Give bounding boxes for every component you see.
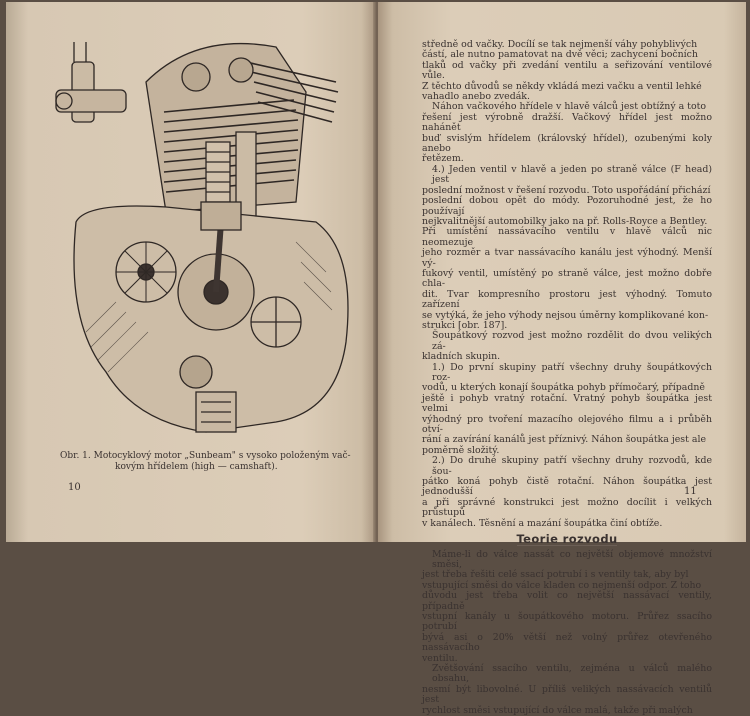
text-line: vstupní kanály u šoupátkového motoru. Průřez ssacího potrubí [422,610,712,633]
text-line: důvodu jest třeba volit co největší nassávací ventily, případně [422,590,712,612]
text-line: Při umístění nassávacího ventilu v hlavě válců nic neomezuje [422,226,712,248]
text-line: ventilu. [422,652,458,664]
text-line: bývá asi o 20% větší než volný průřez otevřeného nassávacího [422,631,712,654]
text-line: poslední dobou opět do módy. Pozoruhodné jest, že ho používají [422,195,712,217]
book-spread [6,2,746,716]
text-line: 1.) Do první skupiny patří všechny druhy šoupátkových roz- [432,361,712,383]
text-line: ještě i pohyb vratný rotační. Vratný pohyb šoupátka jest velmi [422,392,712,415]
text-line: rání a zavírání kanálů jest příznivý. Náhon šoupátka jest ale [422,434,706,446]
text-line: jest třeba řešiti celé ssací potrubí i s ventily tak, aby byl [422,569,689,581]
text-line: se vytýká, že jeho výhody nejsou úměrny komplikované kon- [422,309,709,321]
text-line: středně od vačky. Docílí se tak nejmenší váhy pohyblivých [422,39,698,50]
text-line: poslední možnost v řešení rozvodu. Toto uspořádání přichází [422,184,711,196]
text-line: řetězem. [422,153,464,165]
text-line: 4.) Jeden ventil v hlavě a jeden po straně válce (F head) jest [432,163,712,186]
engine-illustration [46,22,376,452]
section-heading [422,534,712,545]
right-page [378,2,746,716]
caption-line-2: kovým hřídelem (high — camshaft). [115,462,278,472]
text-line: vahadlo anebo zvedák. [422,91,530,103]
figure-caption [60,451,354,473]
text-line: jeho rozměr a tvar nassávacího kanálu jest výhodný. Menší vý- [422,247,712,269]
text-line: řešení jest výrobně dražší. Vačkový hřídel jest možno nahánět [422,111,712,134]
body-text [422,40,712,716]
text-line: fukový ventil, umístěný po straně válce, jest možno dobře chla- [422,267,712,290]
text-line: Náhon vačkového hřídele v hlavě válců jest obtížný a toto [432,101,707,113]
text-line: Máme-li do válce nassát co největší objemové množství směsi, [432,548,712,570]
text-line: v kanálech. Těsnění a mazání šoupátka činí obtíže. [422,517,663,529]
section-heading-text: Teorie rozvodu [516,532,618,547]
text-line: částí, ale nutno pamatovat na dvě věci; zachycení bočních [422,49,698,61]
text-line: Šoupátkový rozvod jest možno rozdělit do dvou velikých zá- [432,330,712,352]
text-line: vstupující směsi do válce kladen co nejmenší odpor. Z toho [422,579,702,591]
text-line: buď svislým hřídelem (královský hřídel), ozubenými koly anebo [422,132,712,155]
text-line: pátko koná pohyb čistě rotační. Náhon šoupátka jest jednodušší [422,476,712,498]
text-line: dit. Tvar kompresního prostoru jest výhodný. Tomuto zařízení [422,288,712,311]
page-number-right: 11 [684,486,697,497]
text-line: Z těchto důvodů se někdy vkládá mezi vačku a ventil lehké [422,80,702,92]
page-number-left: 10 [68,482,81,493]
text-line: vodů, u kterých konají šoupátka pohyb přímočarý, případně [422,382,705,394]
text-line: tlaků od vačky při zvedání ventilu a seřizování ventilové vůle. [422,59,712,82]
text-line: 2.) Do druhé skupiny patří všechny druhy rozvodů, kde šou- [432,455,712,477]
text-line: a při správné konstrukci jest možno docílit i velkých průstupů [422,496,712,519]
text-line: strukci [obr. 187]. [422,319,508,331]
text-line: rychlost směsi vstupující do válce malá, takže při malých [422,704,693,716]
left-page [6,2,376,542]
text-line: kladních skupin. [422,351,501,363]
text-line: nesmí být libovolné. U příliš velikých nassávacích ventilů jest [422,683,712,706]
text-line: výhodný pro tvoření mazacího olejového filmu a i průběh otví- [422,413,712,436]
caption-line-1: Obr. 1. Motocyklový motor „Sunbeam" s vysoko položeným vač- [60,451,351,461]
text-line: poměrně složitý. [422,444,500,456]
text-line: Zvětšování ssacího ventilu, zejména u válců malého obsahu, [432,662,712,685]
text-line: nejkvalitnější automobilky jako na př. Rolls-Royce a Bentley. [422,215,708,227]
